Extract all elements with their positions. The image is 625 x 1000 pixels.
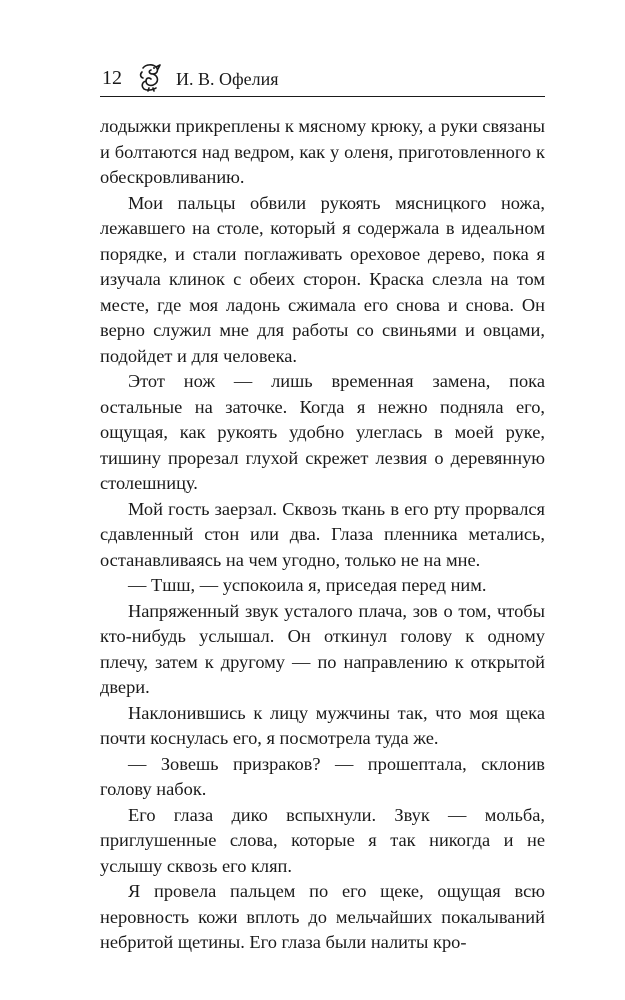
- paragraph: Этот нож — лишь временная замена, пока остальные на заточке. Когда я нежно подняла его, ощущая, как рукоять удобно улеглась в моей руке, тишину прорезал глухой скрежет лезвия о деревянную столешницу.: [100, 371, 545, 493]
- paragraph: — Тшш, — успокоила я, приседая перед ним.: [128, 575, 487, 595]
- paragraph: Напряженный звук усталого плача, зов о том, чтобы кто-нибудь услышал. Он откинул голову к одному плечу, затем к другому — по направлению к открытой двери.: [100, 600, 545, 697]
- paragraph: Я провела пальцем по его щеке, ощущая всю неровность кожи вплоть до мельчайших покалываний небритой щетины. Его глаза были налиты кро-: [100, 881, 545, 952]
- dragon-emblem-icon: [137, 62, 163, 92]
- running-header: [100, 62, 545, 96]
- paragraph: Мой гость заерзал. Сквозь ткань в его рту прорвался сдавленный стон или два. Глаза пленника метались, останавливаясь на чем угодно, только не на мне.: [100, 498, 545, 570]
- paragraph: Наклонившись к лицу мужчины так, что моя щека почти коснулась его, я посмотрела туда же.: [100, 702, 545, 748]
- page-number: 12: [102, 67, 122, 89]
- paragraph: — Зовешь призраков? — прошептала, склонив голову набок.: [100, 753, 545, 799]
- paragraph: лодыжки прикреплены к мясному крюку, а руки связаны и болтаются над ведром, как у оленя, приготовленного к обескровливанию.: [100, 116, 545, 187]
- paragraph: Его глаза дико вспыхнули. Звук — мольба, приглушенные слова, которые я так никогда и не услышу сквозь его кляп.: [100, 804, 545, 876]
- header-rule: [100, 96, 545, 97]
- paragraph: Мои пальцы обвили рукоять мясницкого ножа, лежавшего на столе, который я содержала в идеальном порядке, и стали поглаживать ореховое дерево, пока я изучала клинок с обеих сторон. Краска слезла на том месте, где моя ладонь сжимала его снова и снова. Он верно служил мне для работы со свиньями и овцами, подойдет и для человека.: [100, 192, 545, 366]
- running-head-title: И. В. Офелия: [176, 69, 279, 89]
- page-body: [100, 114, 545, 956]
